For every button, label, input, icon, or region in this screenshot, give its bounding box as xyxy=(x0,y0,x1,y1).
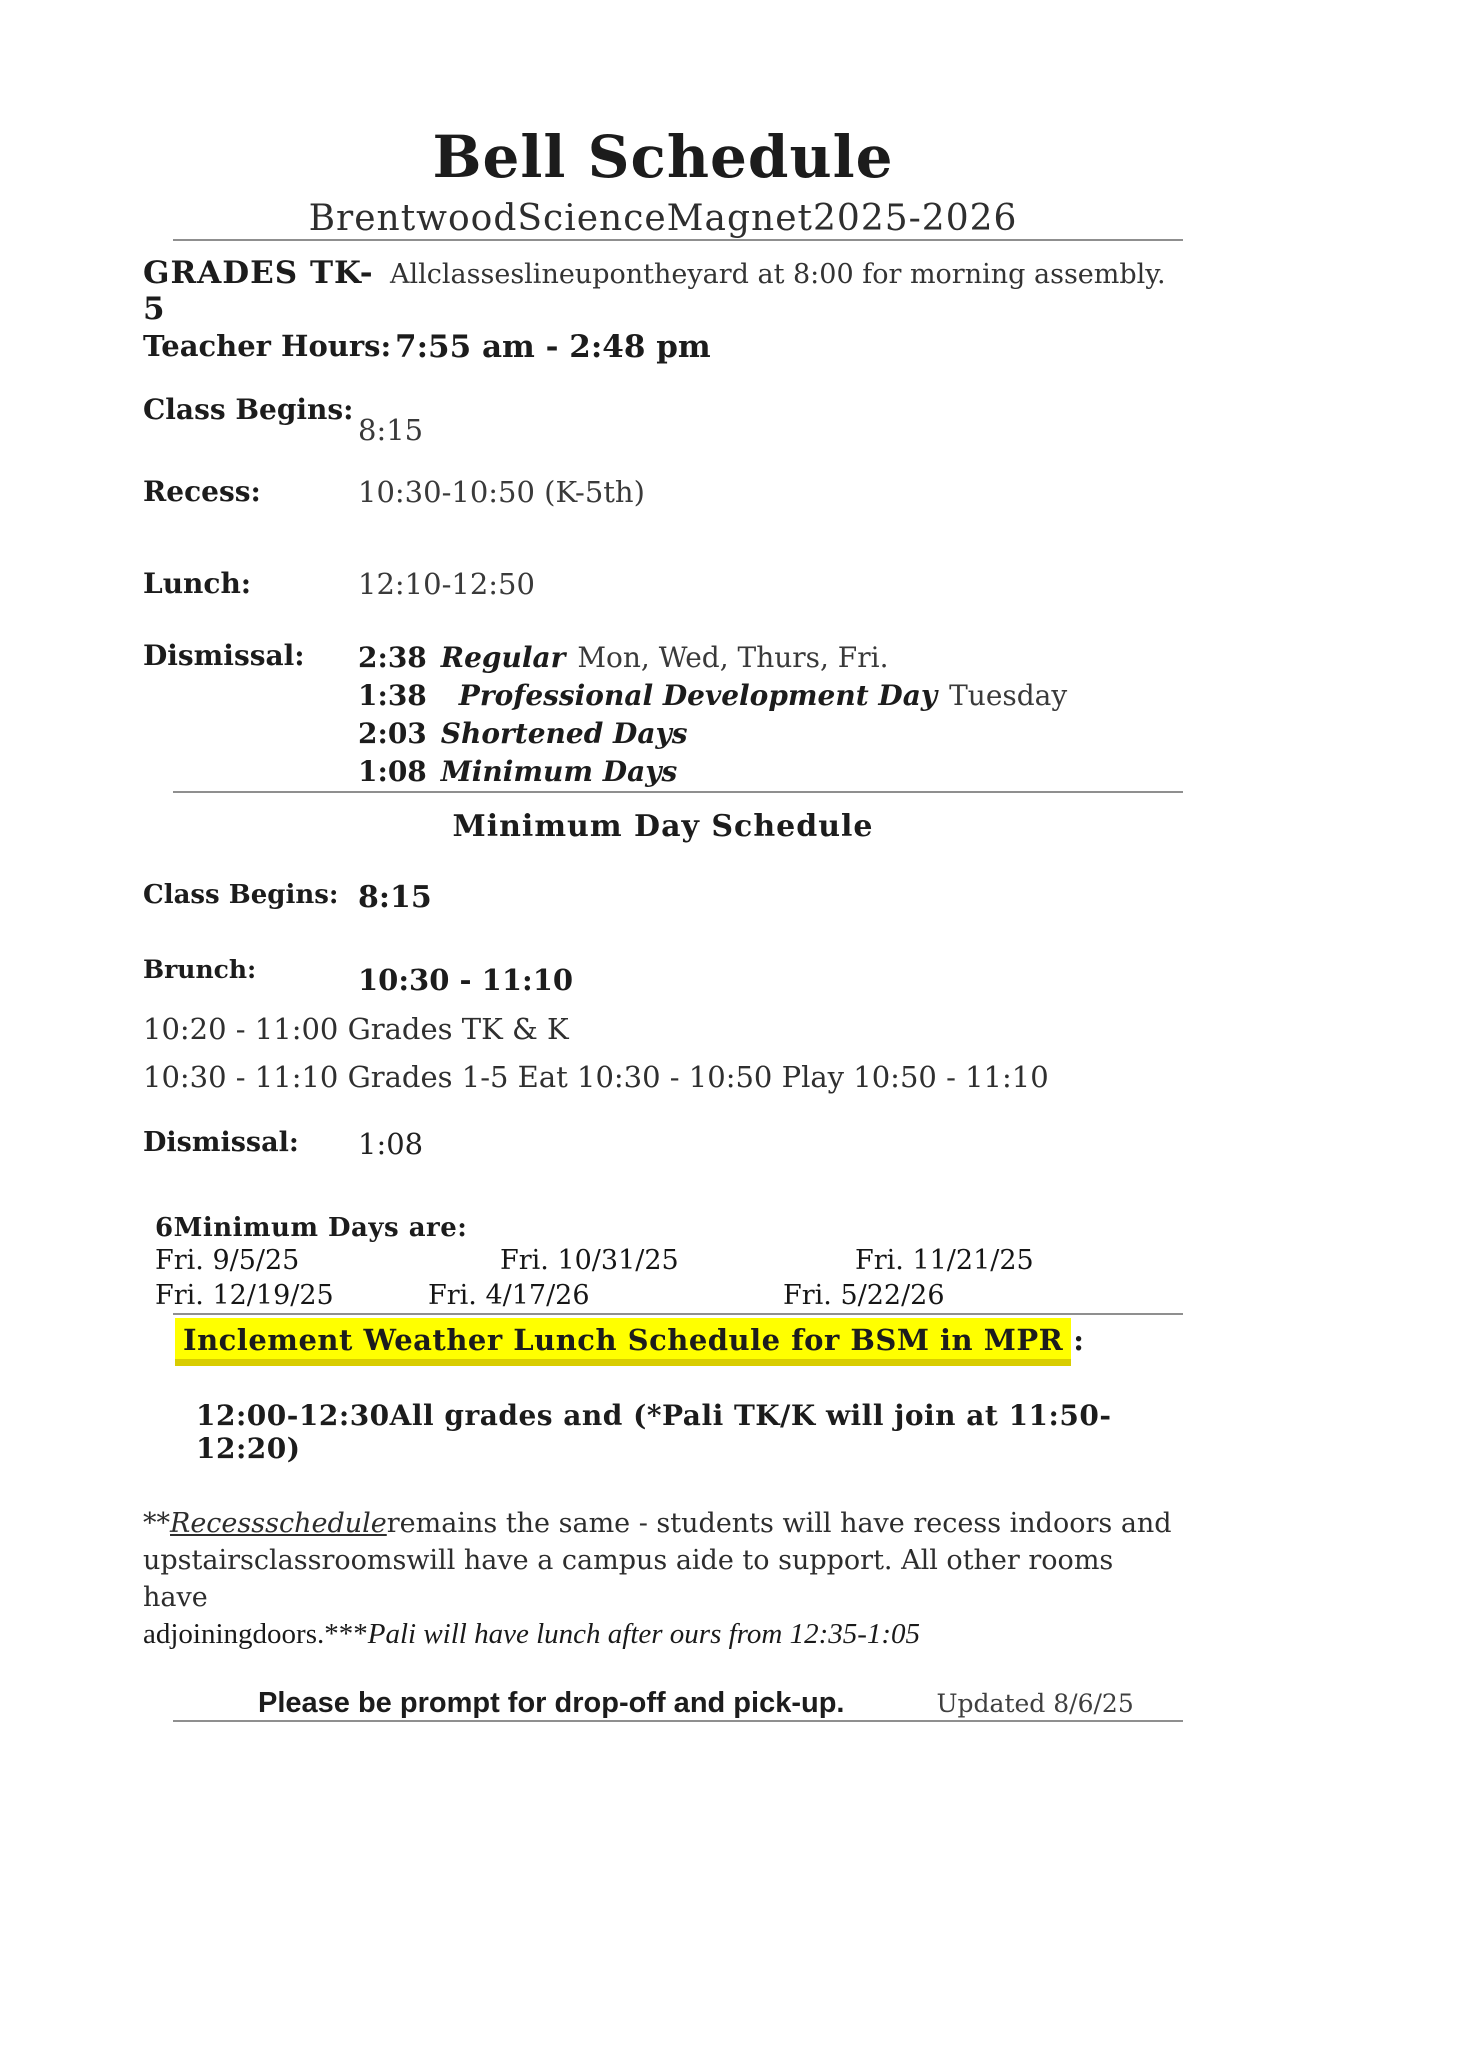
minimum-day-date: Fri. 4/17/26 xyxy=(428,1279,590,1311)
minimum-days-row-2 xyxy=(143,1280,1183,1313)
divider-bottom xyxy=(173,1720,1183,1722)
class-begins-row xyxy=(143,392,1183,447)
note-asterisks: ** xyxy=(143,1507,170,1539)
brunch-label: Brunch: xyxy=(143,954,257,984)
page-subtitle: BrentwoodScienceMagnet2025-2026 xyxy=(308,197,1018,239)
note-line2-text: upstairsclassroomswill have a campus aide to support. All other rooms have xyxy=(143,1544,1114,1613)
min-class-begins-value: 8:15 xyxy=(358,879,432,915)
grades-row xyxy=(143,255,1183,327)
minimum-days-heading: 6Minimum Days are: xyxy=(155,1212,468,1243)
class-begins-label: Class Begins: xyxy=(143,392,354,426)
divider-minimum-day xyxy=(173,791,1183,793)
dismissal-days: Tuesday xyxy=(949,678,1068,712)
min-dismissal-row xyxy=(143,1127,1183,1161)
brunch-detail-tk-k: 10:20 - 11:00 Grades TK & K xyxy=(143,1011,569,1046)
dismissal-line-shortened xyxy=(358,715,1067,753)
note-line1-text: remains the same - students will have recess indoors and xyxy=(386,1507,1172,1539)
min-dismissal-value: 1:08 xyxy=(358,1126,424,1161)
brunch-row xyxy=(143,954,1183,997)
page-title: Bell Schedule xyxy=(432,123,894,191)
teacher-hours-row xyxy=(143,329,1183,365)
recess-note-paragraph xyxy=(143,1505,1183,1653)
brunch-value: 10:30 - 11:10 xyxy=(358,962,574,997)
min-dismissal-label: Dismissal: xyxy=(143,1126,299,1158)
note-line3-text: adjoiningdoors. xyxy=(143,1617,325,1650)
dismissal-line-pd-day xyxy=(358,677,1067,715)
dismissal-time: 2:38 xyxy=(358,640,427,674)
minimum-days-row-1 xyxy=(143,1245,1183,1278)
bell-schedule-document xyxy=(143,123,1183,1722)
minimum-day-date: Fri. 9/5/25 xyxy=(155,1244,300,1276)
min-class-begins-row xyxy=(143,880,1183,915)
recess-value: 10:30-10:50 (K-5th) xyxy=(358,474,645,509)
dismissal-type: Minimum Days xyxy=(440,754,678,788)
dismissal-label: Dismissal: xyxy=(143,638,305,672)
dismissal-type: Professional Development Day xyxy=(458,678,938,712)
lunch-value: 12:10-12:50 xyxy=(358,566,535,601)
inclement-weather-heading xyxy=(175,1323,1183,1357)
dismissal-time: 1:38 xyxy=(358,678,427,712)
minimum-day-heading: Minimum Day Schedule xyxy=(452,808,874,844)
inclement-weather-heading-colon: : xyxy=(1073,1322,1085,1357)
divider-inclement xyxy=(173,1313,1183,1315)
assembly-note: Allclasseslineupontheyard at 8:00 for morning assembly. xyxy=(390,258,1166,290)
brunch-detail-grades-1-5: 10:30 - 11:10 Grades 1-5 Eat 10:30 - 10:50 Play 10:50 - 11:10 xyxy=(143,1059,1049,1094)
dismissal-line-regular xyxy=(358,639,1067,677)
recess-label: Recess: xyxy=(143,474,261,508)
dismissal-type: Regular xyxy=(440,640,566,674)
note-recess-schedule: Recessschedule xyxy=(170,1507,387,1539)
lunch-label: Lunch: xyxy=(143,566,252,600)
updated-date: Updated 8/6/25 xyxy=(936,1688,1134,1718)
teacher-hours-value: 7:55 am - 2:48 pm xyxy=(395,328,711,365)
dismissal-days: Mon, Wed, Thurs, Fri. xyxy=(577,640,889,674)
dismissal-time: 2:03 xyxy=(358,716,427,750)
dismissal-row xyxy=(143,639,1183,791)
minimum-day-date: Fri. 11/21/25 xyxy=(855,1244,1034,1276)
recess-row xyxy=(143,475,1183,509)
dismissal-times-list xyxy=(358,639,1067,791)
teacher-hours-label: Teacher Hours: xyxy=(143,328,392,363)
minimum-day-date: Fri. 5/22/26 xyxy=(783,1279,945,1311)
lunch-row xyxy=(143,567,1183,601)
grades-label: GRADES TK-5 xyxy=(143,254,374,327)
inclement-schedule-line: 12:00-12:30All grades and (*Pali TK/K will join at 11:50-12:20) xyxy=(196,1398,1112,1465)
minimum-day-date: Fri. 10/31/25 xyxy=(500,1244,679,1276)
dismissal-time: 1:08 xyxy=(358,754,427,788)
note-asterisks: *** xyxy=(324,1617,368,1650)
footer-row xyxy=(143,1687,1183,1720)
dismissal-line-minimum xyxy=(358,753,1067,791)
note-pali-lunch: Pali will have lunch after ours from 12:35-1:05 xyxy=(367,1617,921,1650)
divider-top xyxy=(173,239,1183,241)
dismissal-type: Shortened Days xyxy=(440,716,688,750)
inclement-weather-heading-highlight: Inclement Weather Lunch Schedule for BSM in MPR xyxy=(175,1318,1071,1366)
prompt-message: Please be prompt for drop-off and pick-up. xyxy=(258,1686,845,1719)
minimum-day-date: Fri. 12/19/25 xyxy=(155,1279,334,1311)
class-begins-value: 8:15 xyxy=(358,412,424,447)
min-class-begins-label: Class Begins: xyxy=(143,879,339,910)
